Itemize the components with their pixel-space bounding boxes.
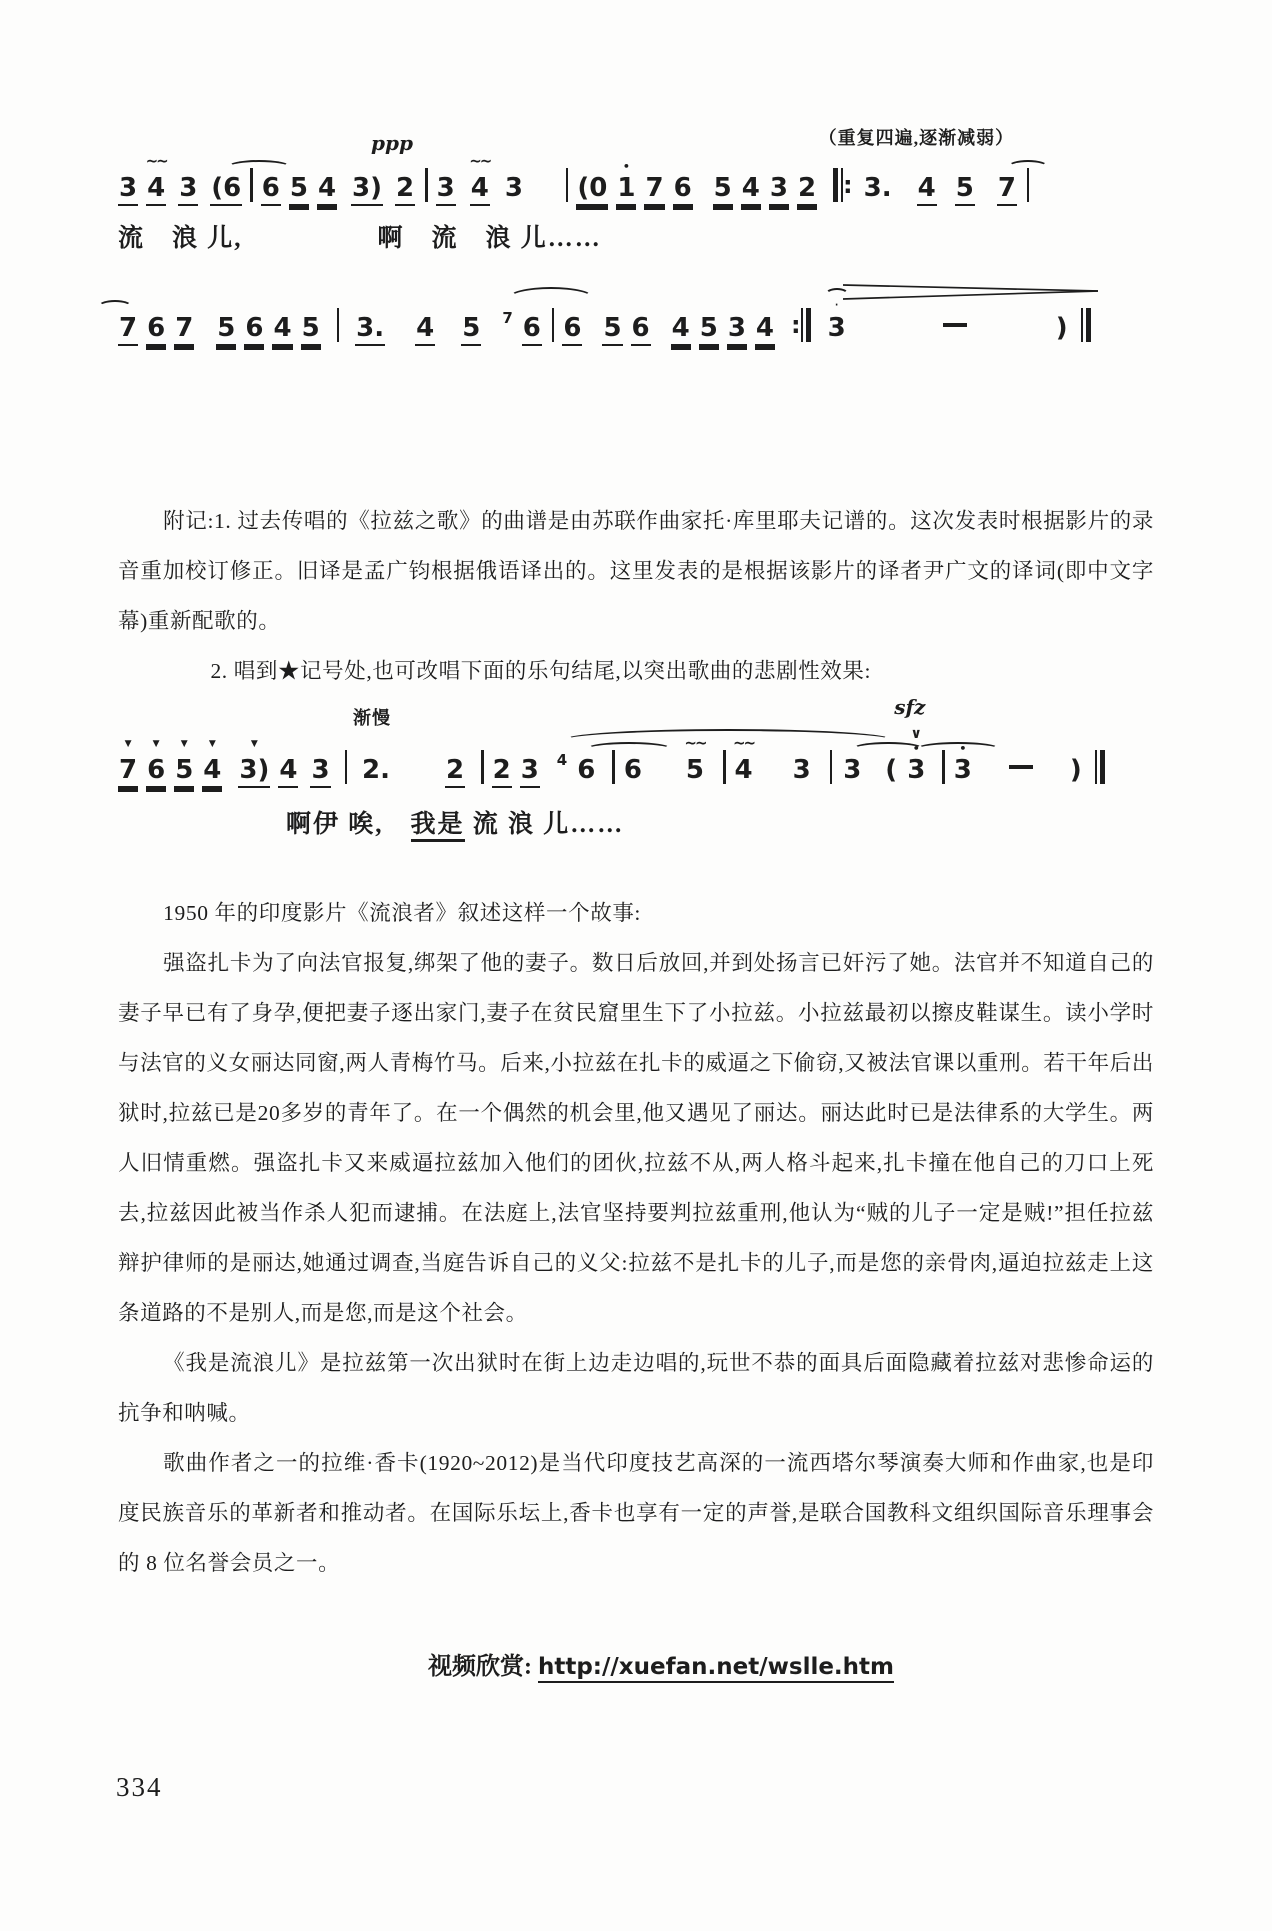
appendix-note-2: 2. 唱到★记号处,也可改唱下面的乐句结尾,以突出歌曲的悲剧性效果:: [210, 659, 872, 683]
note-token: 4: [272, 315, 292, 346]
note-token: 3: [504, 173, 523, 203]
note-token: 6: [244, 315, 264, 346]
slur-icon: [508, 287, 594, 309]
story-body: 强盗扎卡为了向法官报复,绑架了他的妻子。数日后放回,并到处扬言已奸污了她。法官并不知道自己的妻子早已有了身孕,便把妻子逐出家门,妻子在贫民窟里生下了小拉兹。小拉兹最初以擦皮鞋谋生。读小学时与法官的义女丽达同窗,两人青梅竹马。后来,小拉兹在扎卡的威逼之下偷窃,又被法官课以重刑。若干年后出狱时,拉兹已是20多岁的青年了。在一个偶然的机会里,他又遇见了丽达。丽达此时已是法律系的大学生。两人旧情重燃。强盗扎卡又来威逼拉兹加入他们的团伙,拉兹不从,两人格斗起来,扎卡撞在他自己的刀口上死去,拉兹因此被当作杀人犯而逮捕。在法庭上,法官坚持要判拉兹重刑,他认为“贼的儿子一定是贼!”担任拉兹辩护律师的是丽达,她通过调查,当庭告诉自己的义父:拉兹不是扎卡的儿子,而是您的亲骨肉,逼迫拉兹走上这条道路的不是别人,而是您,而是这个社会。: [118, 951, 1154, 1325]
notation-line-2: [118, 264, 1154, 346]
barline: [830, 750, 833, 784]
barline: [612, 750, 615, 784]
note-token: 7: [997, 175, 1017, 206]
accent-icon: ▼: [152, 739, 160, 749]
slur-icon: [587, 742, 671, 755]
diminuendo-hairpin-icon: [843, 283, 1098, 300]
note-token: 2: [492, 757, 512, 788]
accent-icon: ▼: [250, 739, 258, 749]
story-paragraph-2: 《我是流浪儿》是拉兹第一次出狱时在街上边走边唱的,玩世不恭的面具后面隐藏着拉兹对悲惨命运的抗争和呐喊。: [118, 1351, 1154, 1425]
note-token: 1 •: [616, 175, 636, 206]
accent-icon: ▼: [124, 739, 132, 749]
note-token: (: [885, 755, 898, 785]
slur-icon: [228, 160, 290, 173]
story-paragraph-3: 歌曲作者之一的拉维·香卡(1920~2012)是当代印度技艺高深的一流西塔尔琴演奏大师和作曲家,也是印度民族音乐的革新者和推动者。在国际乐坛上,香卡也享有一定的声誉,是联合国教科文组织国际音乐理事会的 8 位名誉会员之一。: [118, 1451, 1154, 1575]
note-token: 5: [216, 315, 236, 346]
final-barline: [1081, 308, 1091, 342]
note-token: 6: [576, 757, 596, 786]
note-token: 7: [644, 175, 664, 206]
notation-annotation: 渐慢: [353, 708, 392, 728]
barline: [425, 168, 428, 202]
note-token: 5 ~~: [684, 734, 706, 785]
slur-icon: [917, 742, 999, 755]
note-token: 7: [174, 315, 194, 346]
note-token: 4: [278, 757, 298, 788]
mordent-icon: ~~: [684, 734, 706, 752]
note-token: 6: [522, 315, 542, 346]
note-token: 3): [351, 175, 383, 206]
note-token: 6: [562, 315, 582, 346]
note-token: 3: [178, 175, 198, 206]
note-token: 2: [797, 175, 817, 206]
note-token: (0: [576, 175, 608, 206]
lyrics-line-2-underlined: 我是: [411, 811, 465, 842]
note-token: 5: [713, 175, 733, 206]
story-intro: 1950 年的印度影片《流浪者》叙述这样一个故事:: [163, 901, 641, 925]
repeat-begin-barline: [833, 168, 853, 202]
note-token: 4: [556, 763, 568, 782]
appendix-note-1: 附记:1. 过去传唱的《拉兹之歌》的曲谱是由苏联作曲家托·库里耶夫记谱的。这次发表时根据影片的录音重加校订修正。旧译是孟广钧根据俄语译出的。这里发表的是根据该影片的译者尹广文的译词(即中文字幕)重新配歌的。: [118, 509, 1154, 633]
accent-icon: ▼: [208, 739, 216, 749]
final-barline: [1095, 750, 1105, 784]
barline: [481, 750, 484, 784]
dash-token: [943, 321, 967, 340]
note-token: 3 •: [953, 757, 973, 786]
note-token: 3: [118, 175, 138, 206]
note-token: 4: [671, 315, 691, 346]
note-token: ): [1069, 755, 1082, 785]
note-token: 7 ▼: [118, 757, 138, 788]
lyrics-line-2-pre: 啊伊 唉,: [286, 811, 411, 838]
marcato-icon: ∨: [910, 726, 922, 742]
video-url-link[interactable]: http://xuefan.net/wslle.htm: [538, 1654, 894, 1683]
lyrics-line-2: [286, 804, 1154, 840]
video-link-line: [118, 1646, 1154, 1681]
note-token: ): [1055, 313, 1068, 343]
note-token: 6: [673, 175, 693, 206]
accent-icon: ▼: [180, 739, 188, 749]
note-token: 4 ~~: [732, 734, 755, 785]
note-token: 6: [623, 755, 642, 785]
notation-line-1: [118, 122, 1154, 206]
note-token: 6: [631, 315, 651, 346]
note-token: 2. 渐慢: [353, 708, 392, 785]
notation-annotation: sfz: [894, 695, 926, 719]
note-token: 6: [146, 315, 166, 346]
barline: [345, 750, 348, 784]
notation-annotation: ppp: [371, 131, 413, 155]
lyrics-line-2-post: 流 浪 儿……: [464, 811, 625, 838]
barline: [566, 168, 569, 202]
note-token: 3) ▼: [238, 757, 270, 788]
page-number: 334: [116, 1772, 163, 1802]
note-token: 5: [699, 315, 719, 346]
note-token: 5: [301, 315, 321, 346]
barline: [552, 308, 555, 342]
note-token: 3. （重复四遍,逐渐减弱）: [818, 128, 1015, 203]
note-token: 4: [917, 175, 937, 206]
note-token: 3: [520, 757, 540, 788]
note-token: (6: [210, 175, 242, 206]
note-token: 7: [501, 321, 513, 340]
mordent-icon: ~~: [145, 152, 167, 170]
barline: [337, 308, 340, 342]
lyrics-line-1: 流 浪 儿, 啊 流 浪 儿……: [118, 225, 602, 252]
note-token: 4 ~~: [470, 175, 490, 206]
note-token: 3 ·: [827, 315, 847, 344]
note-token: 4 ▼: [202, 757, 222, 788]
barline: [723, 750, 726, 784]
note-token: 5: [461, 315, 481, 346]
note-token: 4: [317, 175, 337, 206]
slur-icon: [98, 300, 132, 313]
note-token: 3 • ∨ sfz: [906, 757, 926, 786]
note-token: 6 ▼: [146, 757, 166, 788]
note-token: 4: [741, 175, 761, 206]
note-token: 3: [842, 757, 862, 786]
note-token: 4: [755, 315, 775, 346]
note-token: 3: [792, 755, 811, 785]
note-token: 3: [436, 175, 456, 206]
note-token: 2: [445, 757, 465, 788]
note-token: 5: [602, 315, 622, 346]
mordent-icon: ~~: [469, 152, 491, 170]
note-token: 3: [310, 757, 330, 788]
repeat-end-barline: [791, 308, 811, 342]
barline: [1027, 168, 1030, 202]
note-token: 2 ppp: [395, 175, 415, 206]
notation-line-3: [118, 695, 1154, 788]
note-token: 5: [955, 175, 975, 206]
note-token: 3: [727, 315, 747, 346]
note-token: 7: [118, 315, 138, 346]
note-token: 6: [261, 175, 281, 206]
note-token: 4: [415, 315, 435, 346]
dash-token: [1009, 763, 1033, 782]
barline: [250, 168, 253, 202]
note-token: 3.: [355, 315, 385, 346]
mordent-icon: ~~: [732, 734, 755, 752]
barline: [942, 750, 945, 784]
video-label: 视频欣赏:: [427, 1654, 538, 1680]
note-token: 5 ▼: [174, 757, 194, 788]
note-token: 3: [769, 175, 789, 206]
note-token: 5: [289, 175, 309, 206]
notation-annotation: （重复四遍,逐渐减弱）: [818, 128, 1015, 148]
note-token: 4 ~~: [146, 175, 166, 206]
